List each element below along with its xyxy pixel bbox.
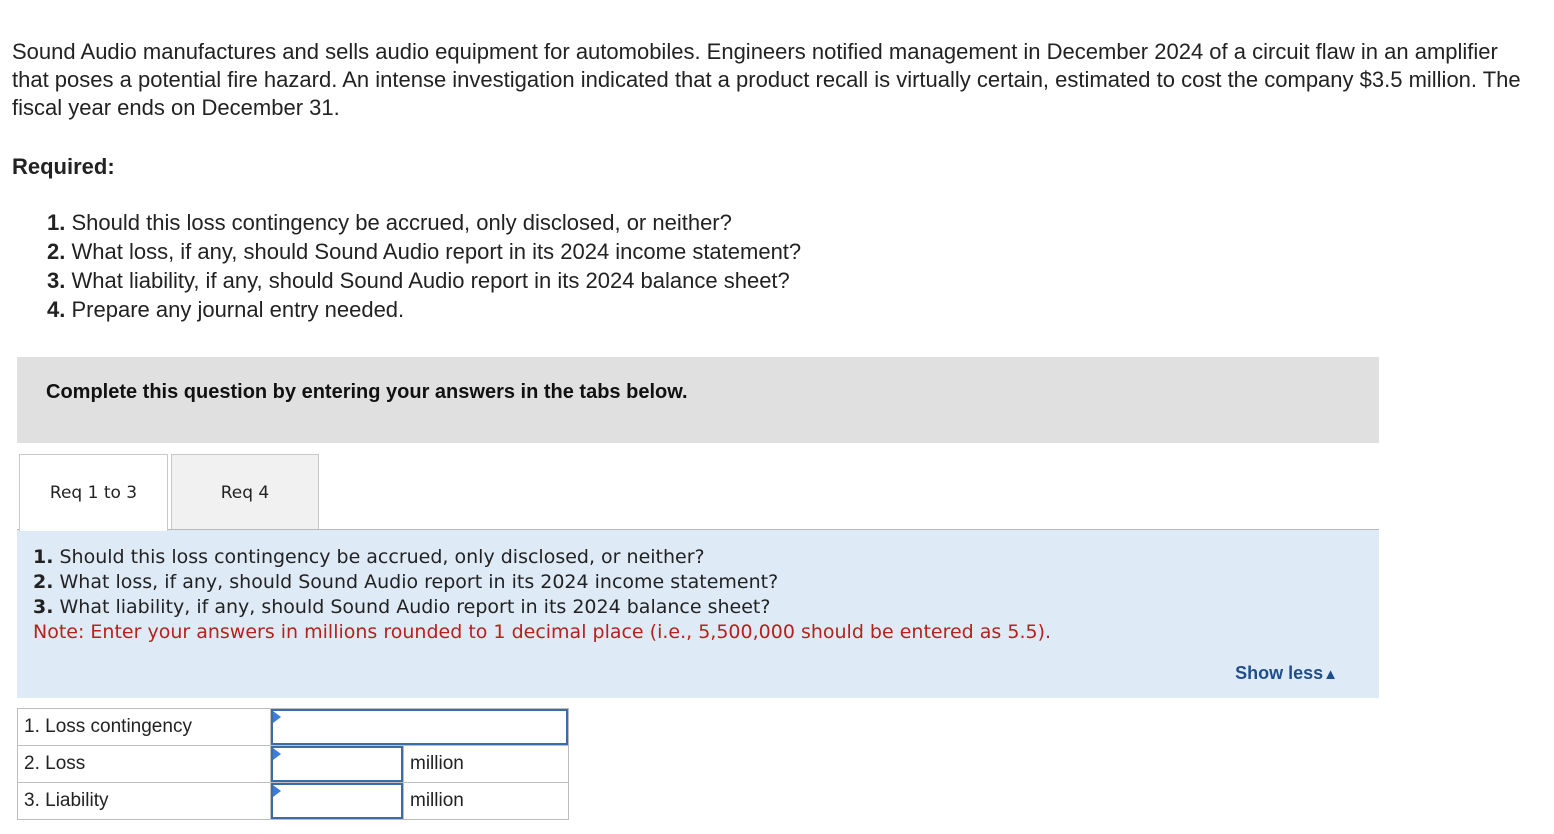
requirement-text: Should this loss contingency be accrued, only disclosed, or neither? xyxy=(71,210,732,235)
input-marker-icon xyxy=(273,711,281,723)
requirement-item xyxy=(47,237,801,266)
question-number: 3. xyxy=(33,596,54,618)
question-number: 1. xyxy=(33,546,54,568)
question-text: What loss, if any, should Sound Audio report in its 2024 income statement? xyxy=(59,571,779,593)
tab-req-1-to-3[interactable]: Req 1 to 3 xyxy=(19,454,168,531)
table-row xyxy=(18,709,569,746)
question-line xyxy=(33,595,1051,620)
requirement-item xyxy=(47,266,801,295)
note-text: Note: Enter your answers in millions rounded to 1 decimal place (i.e., 5,500,000 should be entered as 5.5). xyxy=(33,621,1052,643)
question-text: Should this loss contingency be accrued, only disclosed, or neither? xyxy=(59,546,705,568)
requirement-text: Prepare any journal entry needed. xyxy=(71,297,405,322)
input-marker-icon xyxy=(273,785,281,797)
requirement-number: 3. xyxy=(47,268,66,293)
input-marker-icon xyxy=(273,748,281,760)
question-text: What liability, if any, should Sound Audio report in its 2024 balance sheet? xyxy=(59,596,771,618)
answer-cell xyxy=(271,783,404,820)
requirements-list xyxy=(47,208,801,324)
show-less-label: Show less xyxy=(1235,663,1324,683)
requirement-text: What loss, if any, should Sound Audio report in its 2024 income statement? xyxy=(71,239,802,264)
row-label: 3. Liability xyxy=(18,783,271,820)
answer-cell xyxy=(271,709,569,746)
question-line xyxy=(33,570,1051,595)
required-heading: Required: xyxy=(12,154,115,179)
table-row xyxy=(18,783,569,820)
requirement-number: 2. xyxy=(47,239,66,264)
question-number: 2. xyxy=(33,571,54,593)
table-row xyxy=(18,746,569,783)
banner-text: Complete this question by entering your answers in the tabs below. xyxy=(46,381,688,403)
instructions-banner xyxy=(17,357,1379,443)
requirement-number: 4. xyxy=(47,297,66,322)
loss-contingency-dropdown[interactable] xyxy=(271,709,568,745)
loss-input[interactable] xyxy=(271,746,403,782)
answer-cell xyxy=(271,746,404,783)
row-label: 2. Loss xyxy=(18,746,271,783)
unit-label: million xyxy=(404,783,569,820)
requirement-text: What liability, if any, should Sound Audio report in its 2024 balance sheet? xyxy=(71,268,790,293)
show-less-link[interactable] xyxy=(1235,663,1338,684)
question-lines xyxy=(33,545,1051,645)
liability-input[interactable] xyxy=(271,783,403,819)
question-panel xyxy=(17,530,1379,698)
unit-label: million xyxy=(404,746,569,783)
answer-table xyxy=(17,708,569,820)
question-line xyxy=(33,545,1051,570)
triangle-up-icon: ▲ xyxy=(1323,666,1338,683)
row-label: 1. Loss contingency xyxy=(18,709,271,746)
tab-req-4[interactable]: Req 4 xyxy=(171,454,319,530)
requirement-item xyxy=(47,208,801,237)
problem-intro: Sound Audio manufactures and sells audio equipment for automobiles. Engineers notified management in December 2024 of a circuit flaw in an amplifier that poses a potential fire hazard. An intense investigation indicated that a product recall is virtually certain, estimated to cost the company $3.5 million. The fiscal year ends on December 31. xyxy=(12,39,1521,120)
requirement-number: 1. xyxy=(47,210,66,235)
requirement-item xyxy=(47,295,801,324)
